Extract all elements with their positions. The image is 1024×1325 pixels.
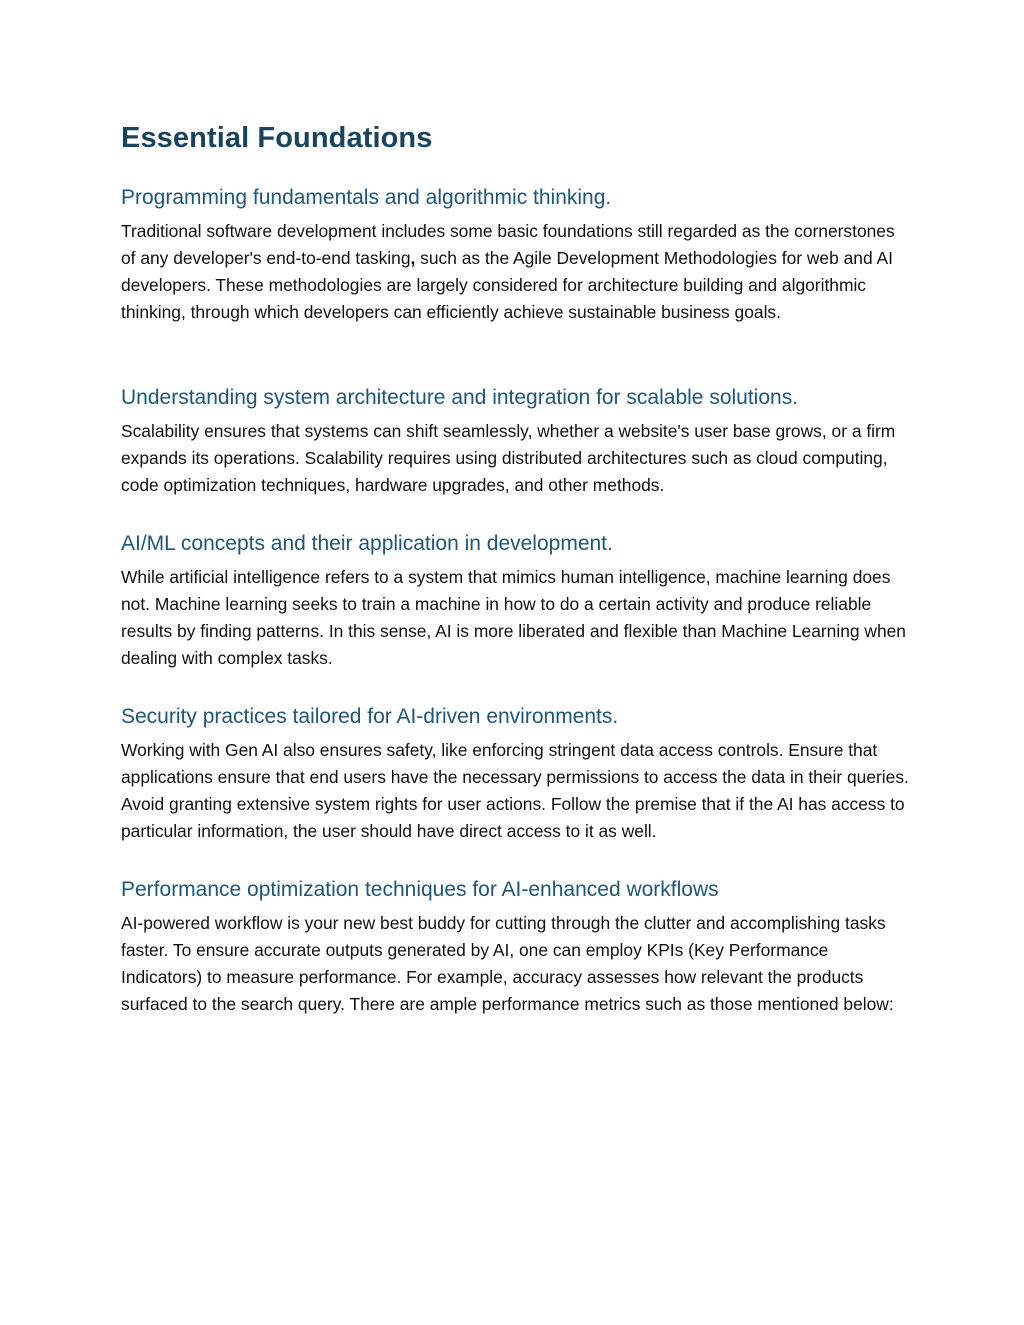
section-body-text: such as the Agile Development Methodologies for web and AI developers. These methodologies are largely considered for architecture building and algorithmic thinking, through which developers can efficiently achieve sustainable business goals. xyxy=(121,248,893,322)
section-body: While artificial intelligence refers to a system that mimics human intelligence, machine learning does not. Machine learning seeks to train a machine in how to do a certain activity and produce reliable results by finding patterns. In this sense, AI is more liberated and flexible than Machine Learning when dealing with complex tasks. xyxy=(121,567,906,668)
section-heading: Programming fundamentals and algorithmic thinking. xyxy=(121,186,612,209)
section-body: Scalability ensures that systems can shift seamlessly, whether a website's user base grows, or a firm expands its operations. Scalability requires using distributed architectures such as cloud computing, code optimization techniques, hardware upgrades, and other methods. xyxy=(121,421,896,495)
section-heading: Performance optimization techniques for AI-enhanced workflows xyxy=(121,878,719,901)
document-content xyxy=(121,118,911,1018)
section-body-emphasis: , xyxy=(410,248,416,268)
section-security-practices xyxy=(121,703,911,845)
section-heading: Security practices tailored for AI-driven environments. xyxy=(121,705,619,728)
section-body: AI-powered workflow is your new best buddy for cutting through the clutter and accomplishing tasks faster. To ensure accurate outputs generated by AI, one can employ KPIs (Key Performance Indicators) to measure performance. For example, accuracy assesses how relevant the products surfaced to the search query. There are ample performance metrics such as those mentioned below: xyxy=(121,913,894,1014)
section-programming-fundamentals xyxy=(121,184,911,326)
section-system-architecture xyxy=(121,384,911,499)
section-body-text: Traditional software development includes some basic foundations still regarded as the cornerstones of any developer's end-to-end tasking xyxy=(121,221,895,268)
section-heading: AI/ML concepts and their application in development. xyxy=(121,532,613,555)
page-title: Essential Foundations xyxy=(121,122,433,154)
section-ai-ml-concepts xyxy=(121,530,911,672)
section-body: Working with Gen AI also ensures safety, like enforcing stringent data access controls. Ensure that applications ensure that end users have the necessary permissions to access the data in their queries. Avoid granting extensive system rights for user actions. Follow the premise that if the AI has access to particular information, the user should have direct access to it as well. xyxy=(121,740,909,841)
section-performance-optimization xyxy=(121,876,911,1018)
section-heading: Understanding system architecture and integration for scalable solutions. xyxy=(121,386,799,409)
section-body xyxy=(121,218,911,326)
